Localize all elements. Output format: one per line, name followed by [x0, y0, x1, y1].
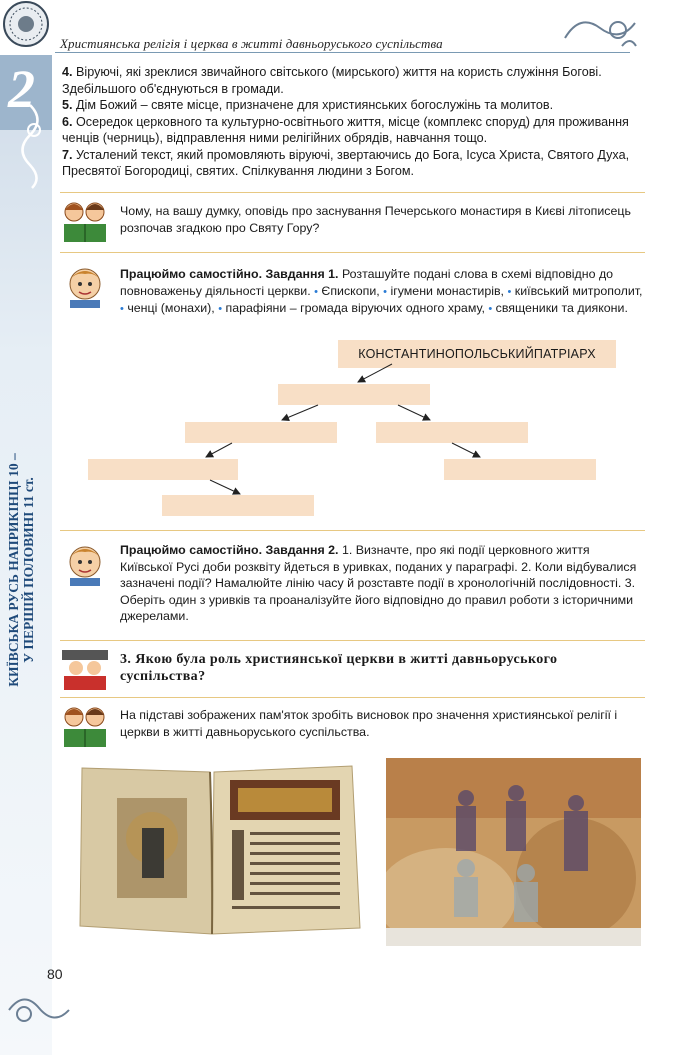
bullet-icon: • [314, 285, 318, 298]
diagram-arrow [282, 405, 318, 420]
task-1-intro: Розташуйте подані слова в схемі відповідно до повноваженьу діяльності церкви. [120, 267, 614, 298]
diagram-arrow [210, 480, 240, 494]
task-2 [120, 542, 644, 625]
task-2-text: 1. Визначте, про які події церковного життя Київської Русі доби розквіту йдеться в уривках, поданих у параграфі. 2. Коли відбувалися зазначені події? Намалюйте лінію часу й розставте події в хронологічній послідовності. 3. Оберіть один з уривків та проаналізуйте його відповідно до правил роботи з історичними джерелами. [120, 543, 637, 623]
diagram-arrow [398, 405, 430, 420]
bullet-icon: • [507, 285, 512, 298]
separator [60, 697, 645, 698]
side-label-line2: У ПЕРШІЙ ПОЛОВИНІ 11 ст. [21, 477, 36, 663]
definition-item: 6. Осередок церковного та культурно-освітнього життя, місце (комплекс споруд) для проживання ченців (черниць), відправлення ними релігійних обрядів, навчання тощо. [62, 114, 629, 145]
separator [60, 530, 645, 531]
bullet-icon: • [383, 285, 387, 298]
separator [60, 640, 645, 641]
student-icon [60, 540, 110, 586]
task-1-item: ченці (монахи), [127, 301, 215, 315]
section-3-title: 3. Якою була роль християнської церкви в житті давньоруського суспільства? [120, 652, 558, 684]
diagram-top-box: КОНСТАНТИНОПОЛЬСЬКИЙПАТРІАРХ [338, 340, 616, 368]
footer-ornament-icon [4, 990, 74, 1030]
running-title: Християнська релігія і церква в житті давньоруського суспільства [60, 36, 443, 51]
side-label-line1: КИЇВСЬКА РУСЬ НАПРИКІНЦІ 10 – [6, 453, 21, 687]
diagram-arrow [452, 443, 480, 457]
bullet-icon: • [218, 303, 223, 315]
definition-item: 7. Усталений текст, який промовляють віруючі, звертаючись до Бога, Ісуса Христа, Святого Духа, Пресвятої Богородиці, святих. Спілкування людини з Богом. [62, 147, 630, 178]
task-1-item: київський митрополит, [514, 283, 643, 298]
reading-kids-icon [60, 646, 110, 692]
question-1: Чому, на вашу думку, оповідь про заснування Печерського монастиря в Києві літописець розпочав згадкою про Святу Гору? [120, 204, 631, 235]
task-1-item: священики та диякони. [495, 301, 628, 315]
question-2: На підставі зображених пам'яток зробіть висновок про значення християнської релігії і церкви в житті давньоруського суспільства. [120, 708, 618, 739]
task-1-item: ігумени монастирів, [390, 283, 505, 298]
fresco-photo [386, 758, 641, 946]
diagram-arrow [358, 364, 392, 382]
task-1-item: парафіяни – громада віруючих одного храму, [225, 301, 485, 315]
definition-item: 4. Віруючі, які зреклися звичайного світського (мирського) життя на користь служіння Богові. Здебільшого об'єднуються в громади. [62, 65, 602, 96]
bullet-icon: • [488, 303, 493, 315]
task-1-item: Єпископи, [321, 283, 380, 298]
task-2-heading: Працюймо самостійно. Завдання 2. [120, 543, 339, 557]
page-number: 80 [47, 966, 63, 982]
diagram-arrow [206, 443, 232, 457]
bullet-icon: • [120, 303, 124, 315]
manuscript-photo [62, 758, 368, 946]
reading-kids-icon [60, 703, 110, 749]
definition-item: 5. Дім Божий – святе місце, призначене для християнських богослужінь та молитов. [62, 98, 554, 112]
chapter-number: 2 [8, 59, 35, 119]
task-1-heading: Працюймо самостійно. Завдання 1. [120, 267, 339, 281]
